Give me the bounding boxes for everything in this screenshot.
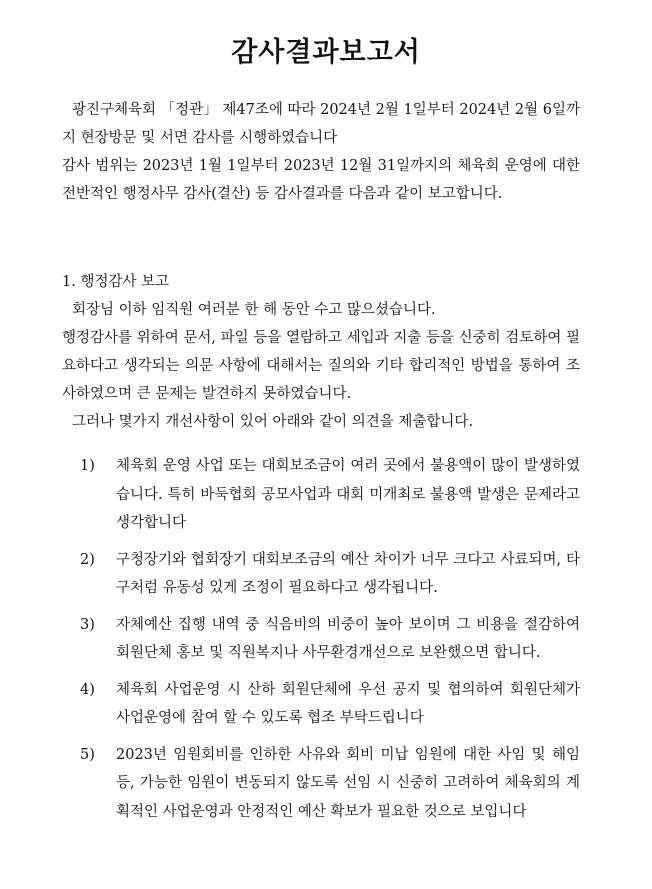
list-item-text: 체육회 운영 사업 또는 대회보조금이 여러 곳에서 불용액이 많이 발생하였습니다. 특히 바둑협회 공모사업과 대회 미개최로 불용액 발생은 문제라고 생각합니다 bbox=[116, 458, 580, 531]
list-item-number: 1) bbox=[80, 458, 95, 474]
list-item-text: 2023년 임원회비를 인하한 사유와 회비 미납 임원에 대한 사임 및 해임 등, 가능한 임원이 변동되지 않도록 선임 시 신중히 고려하여 체육회의 계획적인 사업운영과 안정적인 예산 확보가 필요한 것으로 보입니다 bbox=[116, 746, 580, 820]
list-item bbox=[62, 741, 580, 827]
list-item-number: 5) bbox=[80, 746, 95, 763]
intro-block bbox=[62, 96, 580, 208]
section-paragraph-1: 회장님 이하 임직원 여러분 한 해 동안 수고 많으셨습니다. bbox=[72, 302, 436, 318]
intro-paragraph-1: 광진구체육회 「정관」 제47조에 따라 2024년 2월 1일부터 2024년 2월 6일까지 현장방문 및 서면 감사를 시행하였습니다 bbox=[62, 102, 580, 146]
section-heading: 1. 행정감사 보고 bbox=[62, 274, 170, 290]
list-item-number: 4) bbox=[80, 681, 95, 698]
section-paragraph-2: 행정감사를 위하여 문서, 파일 등을 열람하고 세입과 지출 등을 신중히 검토하여 필요하다고 생각되는 의문 사항에 대해서는 질의와 기타 합리적인 방법을 통하여 조사하였으며 큰 문제는 발견하지 못하였습니다. bbox=[62, 330, 580, 402]
list-item bbox=[62, 611, 580, 668]
document-title: 감사결과보고서 bbox=[231, 37, 421, 68]
opinion-list bbox=[62, 452, 580, 834]
intro-paragraph-2: 감사 범위는 2023년 1월 1일부터 2023년 12월 31일까지의 체육회 운영에 대한 전반적인 행정사무 감사(결산) 등 감사결과를 다음과 같이 보고합니다. bbox=[62, 158, 580, 202]
list-item bbox=[62, 676, 580, 733]
list-item-text: 체육회 사업운영 시 산하 회원단체에 우선 공지 및 협의하여 회원단체가 사업운영에 참여 할 수 있도록 협조 부탁드립니다 bbox=[116, 681, 580, 726]
section-paragraph-3: 그러나 몇가지 개선사항이 있어 아래와 같이 의견을 제출합니다. bbox=[72, 414, 474, 430]
list-item-text: 자체예산 집행 내역 중 식음비의 비중이 높아 보이며 그 비용을 절감하여 회원단체 홍보 및 직원복지나 사무환경개선으로 보완했으면 합니다. bbox=[116, 616, 580, 661]
list-item-number: 2) bbox=[80, 551, 95, 568]
list-item-text: 구청장기와 협회장기 대회보조금의 예산 차이가 너무 크다고 사료되며, 타 구처럼 유동성 있게 조정이 필요하다고 생각됩니다. bbox=[116, 551, 580, 596]
list-item bbox=[62, 452, 580, 538]
list-item bbox=[62, 546, 580, 603]
list-item-number: 3) bbox=[80, 616, 95, 633]
section-administrative-audit bbox=[62, 268, 580, 436]
